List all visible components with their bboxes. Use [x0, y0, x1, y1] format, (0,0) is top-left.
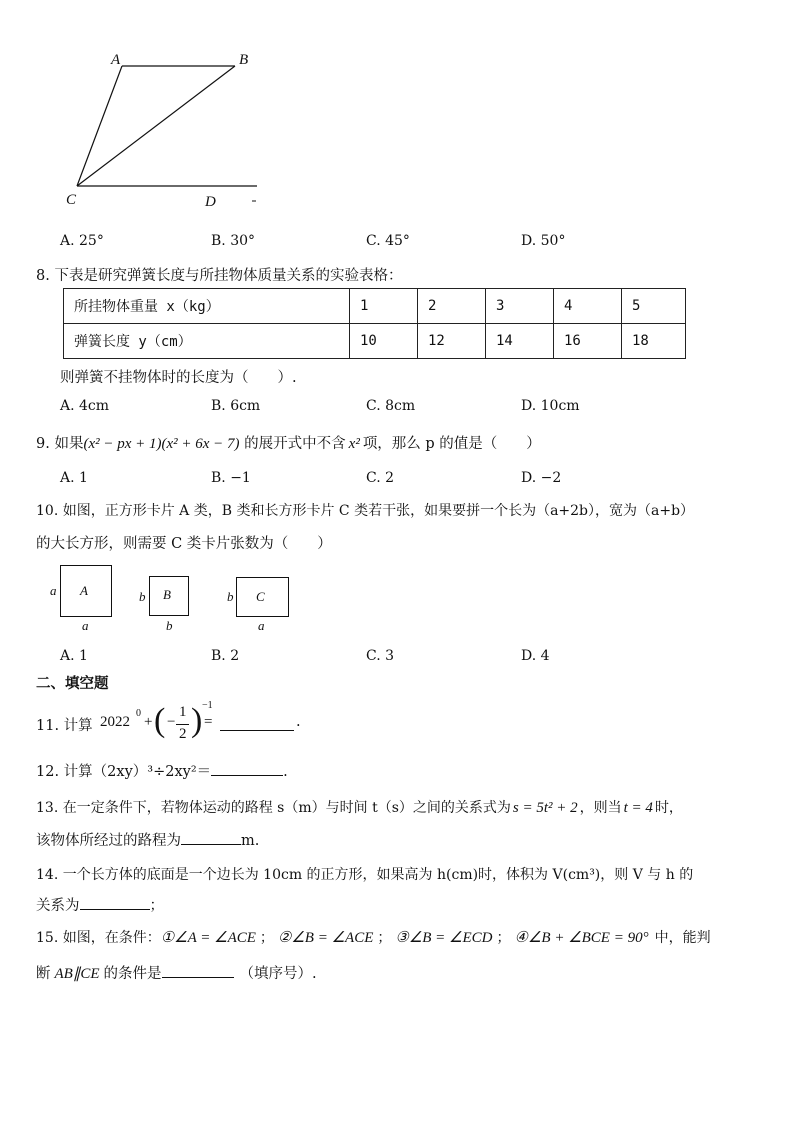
q11-left-paren: ( — [154, 702, 166, 739]
q15-answer-blank[interactable] — [162, 963, 234, 978]
q15-line2 — [36, 962, 317, 983]
q14-answer-blank[interactable] — [80, 895, 150, 910]
point-label-b: B — [239, 52, 249, 68]
q13-line2 — [36, 829, 259, 850]
q10-option-b[interactable]: B. 2 — [211, 648, 240, 664]
q11-exp0: 0 — [136, 708, 141, 719]
q12-answer-blank[interactable] — [211, 761, 283, 776]
table-cell: 1 — [350, 289, 418, 324]
q9-prefix: 9. 如果 — [36, 436, 84, 452]
table-cell: 4 — [554, 289, 622, 324]
q12-line — [36, 760, 288, 781]
q13-formula: s = 5t² + 2 — [512, 800, 578, 816]
q14-line2-prefix: 关系为 — [36, 898, 80, 914]
q9-term: x² — [348, 436, 360, 452]
card-a-bottom-label: a — [82, 618, 89, 633]
q15-sep-1: ； — [259, 930, 274, 946]
q15-sep-3: ； — [496, 930, 511, 946]
q15-line1 — [36, 927, 711, 947]
figure-q7-diagram — [55, 48, 270, 218]
point-label-a: A — [111, 52, 121, 68]
q13-line2-prefix: 该物体所经过的路程为 — [36, 833, 181, 849]
q8-data-table — [63, 288, 686, 359]
card-c-inner-label: C — [256, 589, 265, 604]
q13-mid: ，则当 — [579, 800, 622, 816]
card-a-inner-label: A — [80, 583, 88, 598]
q9-expr-left: (x² − px + 1) — [83, 436, 162, 452]
q9-option-b[interactable]: B. −1 — [211, 470, 251, 486]
q7-option-a[interactable]: A. 25° — [60, 233, 104, 249]
table-row — [64, 289, 686, 324]
card-a-side-label: a — [50, 583, 57, 598]
card-c-bottom-label: a — [258, 618, 265, 633]
q15-condition-3: ③∠B = ∠ECD — [395, 930, 493, 946]
q10-option-a[interactable]: A. 1 — [60, 648, 88, 664]
q10-option-d[interactable]: D. 4 — [521, 648, 550, 664]
point-label-d: D — [205, 194, 216, 210]
q13-answer-blank[interactable] — [181, 830, 241, 845]
q9-stem — [36, 432, 541, 453]
q9-option-a[interactable]: A. 1 — [60, 470, 88, 486]
q11-answer-blank[interactable] — [220, 716, 294, 731]
q9-option-c[interactable]: C. 2 — [366, 470, 395, 486]
q15-prefix: 15. 如图，在条件： — [36, 930, 161, 946]
table-cell: 5 — [622, 289, 686, 324]
q9-expr-right: (x² + 6x − 7) — [161, 436, 240, 452]
q10-option-c[interactable]: C. 3 — [366, 648, 395, 664]
q15-condition-2: ②∠B = ∠ACE — [277, 930, 374, 946]
q14-line2 — [36, 894, 164, 915]
q7-option-b[interactable]: B. 30° — [211, 233, 256, 249]
table-cell: 2 — [418, 289, 486, 324]
q10-line2: 的大长方形，则需要 C 类卡片张数为（ ） — [36, 536, 332, 552]
q11-base: 2022 — [100, 714, 130, 730]
table-cell: 16 — [554, 324, 622, 359]
q8-option-a[interactable]: A. 4cm — [60, 398, 110, 414]
q15-line2-suffix: （填序号）. — [239, 966, 317, 982]
q11-plus: + — [144, 714, 153, 730]
card-b-bottom-label: b — [166, 618, 173, 633]
q8-option-b[interactable]: B. 6cm — [211, 398, 261, 414]
table-cell: 18 — [622, 324, 686, 359]
q11-minus: − — [167, 714, 176, 730]
q10-line1: 10. 如图，正方形卡片 A 类，B 类和长方形卡片 C 类若干张，如果要拼一个长为（a+2b），宽为（a+b） — [36, 503, 695, 519]
q14-line2-suffix: ； — [149, 898, 164, 914]
q8-option-c[interactable]: C. 8cm — [366, 398, 416, 414]
q13-prefix: 13. 在一定条件下，若物体运动的路程 s（m）与时间 t（s）之间的关系式为 — [36, 800, 511, 816]
q15-line2-mid: 的条件是 — [103, 966, 162, 982]
q11-suffix: . — [296, 714, 301, 730]
table-cell: 14 — [486, 324, 554, 359]
q9-suffix: 项，那么 p 的值是（ ） — [362, 436, 541, 452]
table-row — [64, 324, 686, 359]
q11-right-paren: ) — [191, 702, 203, 739]
q11-frac-bar — [176, 724, 189, 725]
q15-condition-1: ①∠A = ∠ACE — [160, 930, 256, 946]
q11-frac-den: 2 — [179, 726, 187, 742]
q13-suffix1: 时， — [654, 800, 683, 816]
q15-sep-2: ； — [377, 930, 392, 946]
table-cell: 12 — [418, 324, 486, 359]
q9-middle: 的展开式中不含 — [244, 436, 346, 452]
q13-line2-suffix: m. — [241, 833, 260, 849]
q13-line1 — [36, 797, 683, 817]
card-b-inner-label: B — [163, 587, 171, 602]
table-cell-header: 所挂物体重量 x（kg） — [64, 289, 350, 324]
table-cell-header: 弹簧长度 y（cm） — [64, 324, 350, 359]
card-c-side-label: b — [227, 589, 234, 604]
point-label-c: C — [66, 192, 77, 208]
q7-option-c[interactable]: C. 45° — [366, 233, 410, 249]
q9-option-d[interactable]: D. −2 — [521, 470, 562, 486]
q11-eq: = — [204, 714, 213, 730]
card-b-side-label: b — [139, 589, 146, 604]
q13-condition: t = 4 — [623, 800, 653, 816]
q8-stem: 8. 下表是研究弹簧长度与所挂物体质量关系的实验表格： — [36, 268, 403, 284]
q8-option-d[interactable]: D. 10cm — [521, 398, 580, 414]
section-title-fill-in: 二、填空题 — [36, 676, 109, 692]
table-cell: 3 — [486, 289, 554, 324]
q12-suffix: . — [283, 764, 288, 780]
q11-prefix: 11. 计算 — [36, 718, 93, 734]
q11-frac-num: 1 — [179, 704, 187, 720]
q12-text: 12. 计算（2xy）³÷2xy²＝ — [36, 764, 212, 780]
q7-option-d[interactable]: D. 50° — [521, 233, 566, 249]
q15-parallel: AB∥CE — [54, 966, 100, 982]
q15-condition-4: ④∠B + ∠BCE = 90° — [514, 930, 649, 946]
q15-suffix: 中，能判 — [654, 930, 711, 946]
q8-question: 则弹簧不挂物体时的长度为（ ）. — [60, 370, 297, 386]
q11-exp: −1 — [202, 700, 213, 711]
q14-line1: 14. 一个长方体的底面是一个边长为 10cm 的正方形，如果高为 h(cm)时，体积为 V(cm³)，则 V 与 h 的 — [36, 867, 694, 883]
table-cell: 10 — [350, 324, 418, 359]
q15-line2-prefix: 断 — [36, 966, 51, 982]
